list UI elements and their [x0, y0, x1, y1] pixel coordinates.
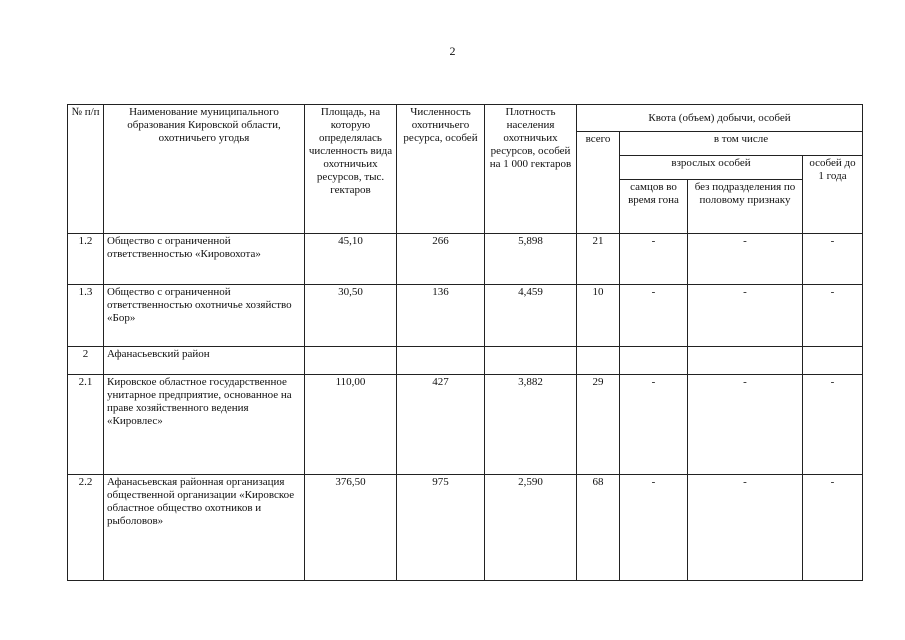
row-num: 1.2: [68, 234, 104, 285]
row-name: Афанасьевская районная организация общественной организации «Кировское областное общество охотников и рыболовов»: [104, 475, 305, 581]
header-including: в том числе: [620, 132, 863, 156]
row-young: [803, 347, 863, 375]
row-density: 2,590: [485, 475, 577, 581]
table-row: [68, 285, 863, 347]
row-area: 45,10: [305, 234, 397, 285]
row-nosplit: [688, 347, 803, 375]
row-males: -: [620, 375, 688, 475]
header-count: Численность охотничьего ресурса, особей: [397, 105, 485, 234]
row-count: 427: [397, 375, 485, 475]
row-total: 10: [577, 285, 620, 347]
row-num: 2: [68, 347, 104, 375]
row-males: -: [620, 475, 688, 581]
row-total: 21: [577, 234, 620, 285]
table-row: [68, 347, 863, 375]
table-row: [68, 234, 863, 285]
row-density: [485, 347, 577, 375]
row-name: Кировское областное государственное унитарное предприятие, основанное на праве хозяйственного ведения «Кировлес»: [104, 375, 305, 475]
row-density: 3,882: [485, 375, 577, 475]
header-num: № п/п: [68, 105, 104, 234]
header-density: Плотность населения охотничьих ресурсов, особей на 1 000 гектаров: [485, 105, 577, 234]
row-name: Афанасьевский район: [104, 347, 305, 375]
row-nosplit: -: [688, 475, 803, 581]
row-count: 136: [397, 285, 485, 347]
header-no-sex-split: без подразделения по половому признаку: [688, 180, 803, 234]
header-males-rut: самцов во время гона: [620, 180, 688, 234]
row-num: 1.3: [68, 285, 104, 347]
row-name: Общество с ограниченной ответственностью «Кировохота»: [104, 234, 305, 285]
row-area: 376,50: [305, 475, 397, 581]
row-total: 29: [577, 375, 620, 475]
row-males: [620, 347, 688, 375]
header-under-one: особей до 1 года: [803, 156, 863, 234]
row-young: -: [803, 234, 863, 285]
row-nosplit: -: [688, 234, 803, 285]
row-area: [305, 347, 397, 375]
row-density: 4,459: [485, 285, 577, 347]
row-num: 2.2: [68, 475, 104, 581]
row-count: [397, 347, 485, 375]
page-number: 2: [449, 44, 456, 58]
table-row: [68, 475, 863, 581]
row-density: 5,898: [485, 234, 577, 285]
table-row: [68, 375, 863, 475]
row-nosplit: -: [688, 375, 803, 475]
row-area: 110,00: [305, 375, 397, 475]
header-quota: Квота (объем) добычи, особей: [577, 105, 863, 132]
row-young: -: [803, 375, 863, 475]
header-total: всего: [577, 132, 620, 234]
row-young: -: [803, 475, 863, 581]
header-area: Площадь, на которую определялась численность вида охотничьих ресурсов, тыс. гектаров: [305, 105, 397, 234]
row-area: 30,50: [305, 285, 397, 347]
row-count: 975: [397, 475, 485, 581]
header-adults: взрослых особей: [620, 156, 803, 180]
row-total: [577, 347, 620, 375]
row-name: Общество с ограниченной ответственностью охотничье хозяйство «Бор»: [104, 285, 305, 347]
row-nosplit: -: [688, 285, 803, 347]
row-males: -: [620, 234, 688, 285]
header-name: Наименование муниципального образования Кировской области, охотничьего угодья: [104, 105, 305, 234]
row-num: 2.1: [68, 375, 104, 475]
row-total: 68: [577, 475, 620, 581]
row-young: -: [803, 285, 863, 347]
row-count: 266: [397, 234, 485, 285]
row-males: -: [620, 285, 688, 347]
quota-table: [67, 104, 863, 581]
